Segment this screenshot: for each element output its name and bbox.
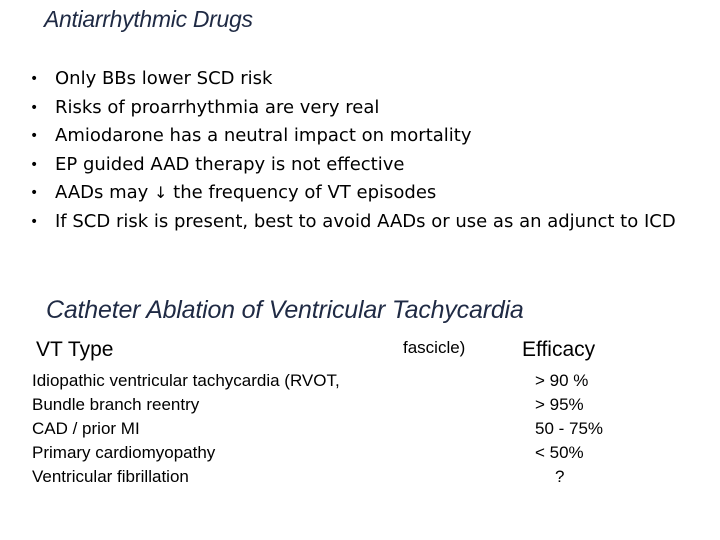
bullet-text: If SCD risk is present, best to avoid AADs or use as an adjunct to ICD xyxy=(55,210,676,232)
bullet-text-pre: AADs may xyxy=(55,182,155,203)
list-item xyxy=(30,65,690,94)
bullet-text: Risks of proarrhythmia are very real xyxy=(55,96,380,118)
section-title-antiarrhythmic-drugs: Antiarrhythmic Drugs xyxy=(44,6,253,32)
vt-type-cell: Idiopathic ventricular tachycardia (RVOT, xyxy=(32,371,340,390)
efficacy-cell: > 90 % xyxy=(535,371,589,390)
list-item xyxy=(30,94,690,123)
bullet-text xyxy=(55,179,695,208)
vt-type-cell: Ventricular fibrillation xyxy=(32,467,189,486)
vt-type-cell: Primary cardiomyopathy xyxy=(32,443,216,462)
vt-type-cell: Bundle branch reentry xyxy=(32,395,200,414)
bullet-text-post: the frequency of VT episodes xyxy=(167,182,437,203)
bullet-icon: • xyxy=(30,128,39,144)
list-item xyxy=(30,208,690,237)
efficacy-cell: < 50% xyxy=(535,443,584,462)
section-title-catheter-ablation: Catheter Ablation of Ventricular Tachycardia xyxy=(46,296,524,324)
vt-type-list xyxy=(32,369,340,489)
bullet-text: Amiodarone has a neutral impact on mortality xyxy=(55,125,472,146)
bullet-icon: • xyxy=(30,99,39,116)
efficacy-cell: 50 - 75% xyxy=(535,419,604,438)
list-item xyxy=(30,122,690,151)
efficacy-cell: ? xyxy=(555,467,565,486)
bullet-text: Only BBs lower SCD risk xyxy=(55,68,273,89)
down-arrow-icon: ↓ xyxy=(154,183,168,202)
bullet-icon: • xyxy=(30,213,39,230)
bullet-icon: • xyxy=(30,71,39,87)
list-item xyxy=(30,151,690,180)
bullet-icon: • xyxy=(30,156,39,173)
column-header-vt-type: VT Type xyxy=(36,338,114,361)
overflow-text-fascicle: fascicle) xyxy=(403,338,466,357)
list-item xyxy=(30,179,690,208)
bullet-list xyxy=(30,65,690,236)
column-header-efficacy: Efficacy xyxy=(522,338,596,361)
efficacy-cell: > 95% xyxy=(535,395,584,414)
vt-type-cell: CAD / prior MI xyxy=(32,419,140,438)
efficacy-list xyxy=(528,369,628,489)
bullet-icon: • xyxy=(30,185,39,201)
bullet-text: EP guided AAD therapy is not effective xyxy=(55,153,405,175)
